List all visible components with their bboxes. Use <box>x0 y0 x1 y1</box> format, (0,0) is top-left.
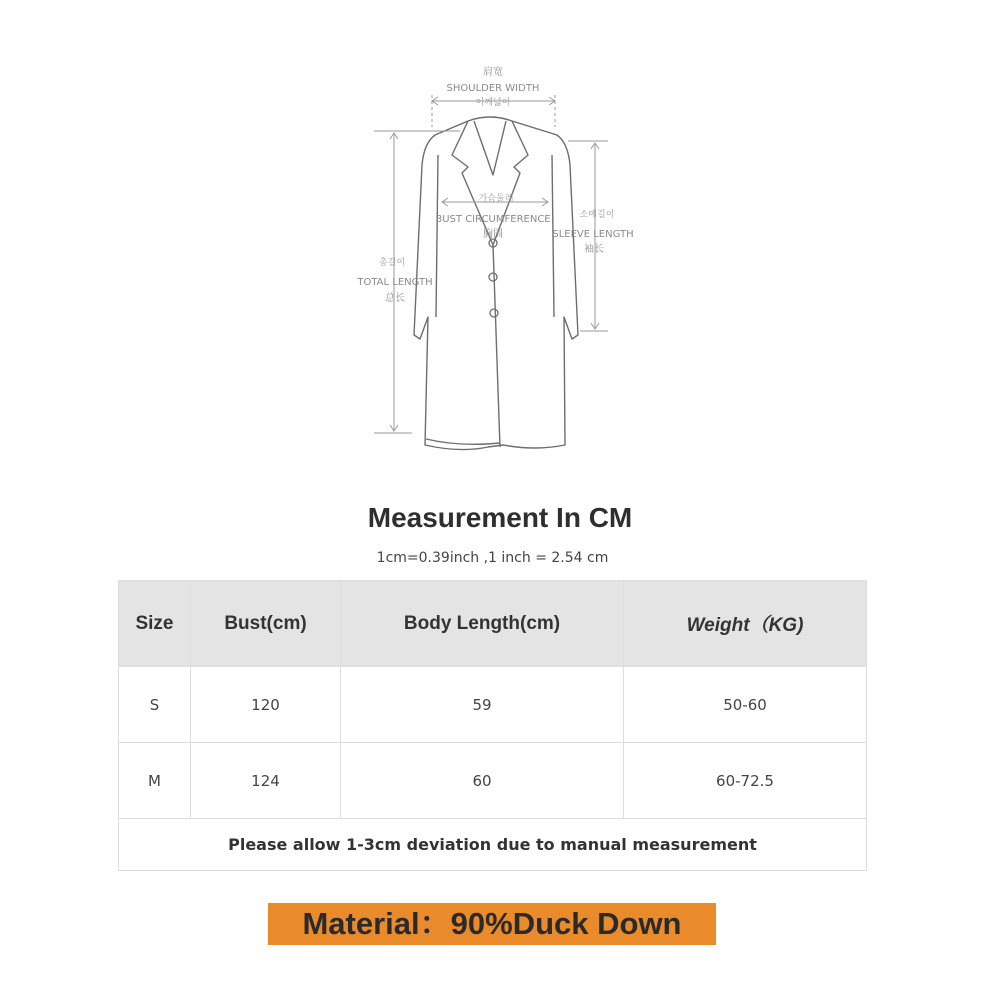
shoulder-width-label-ko: 어깨넓이 <box>475 98 511 108</box>
coat-measurement-diagram <box>340 55 660 465</box>
total-length-label-zh: 总长 <box>385 293 405 304</box>
page-title: Measurement In CM <box>367 502 633 533</box>
total-length-label-ko: 총길이 <box>378 258 406 268</box>
shoulder-width-label-en: SHOULDER WIDTH <box>446 83 540 94</box>
table-row <box>119 743 867 819</box>
cell-bust: 120 <box>191 667 341 743</box>
coat-outline <box>414 117 578 450</box>
measurement-deviation-note: Please allow 1-3cm deviation due to manual measurement <box>119 819 867 871</box>
sleeve-label-zh: 袖长 <box>584 244 604 255</box>
table-row <box>119 667 867 743</box>
header-size: Size <box>119 581 191 667</box>
shoulder-width-label-zh: 肩宽 <box>483 67 503 78</box>
sleeve-label-ko: 소매길이 <box>579 210 615 220</box>
size-chart-table <box>118 580 867 871</box>
cell-body-length: 59 <box>341 667 624 743</box>
bust-label-en: BUST CIRCUMFERENCE <box>435 214 551 225</box>
cell-weight: 60-72.5 <box>624 743 867 819</box>
header-weight: Weight（KG) <box>624 581 867 667</box>
header-body-length: Body Length(cm) <box>341 581 624 667</box>
sleeve-label-en: SLEEVE LENGTH <box>552 229 634 240</box>
cell-size: S <box>119 667 191 743</box>
table-note-row <box>119 819 867 871</box>
cell-body-length: 60 <box>341 743 624 819</box>
material-label: Material： <box>302 906 451 941</box>
table-header-row <box>119 581 867 667</box>
bust-label-zh: 胸围 <box>483 229 503 240</box>
coat-diagram-svg <box>340 55 660 465</box>
header-bust: Bust(cm) <box>191 581 341 667</box>
total-length-label-en: TOTAL LENGTH <box>357 277 433 288</box>
material-value: 90%Duck Down <box>450 906 682 941</box>
unit-conversion-note: 1cm=0.39inch ,1 inch = 2.54 cm <box>376 550 609 566</box>
material-banner <box>268 903 716 945</box>
cell-size: M <box>119 743 191 819</box>
cell-bust: 124 <box>191 743 341 819</box>
bust-label-ko: 가슴둘레 <box>478 194 514 204</box>
cell-weight: 50-60 <box>624 667 867 743</box>
